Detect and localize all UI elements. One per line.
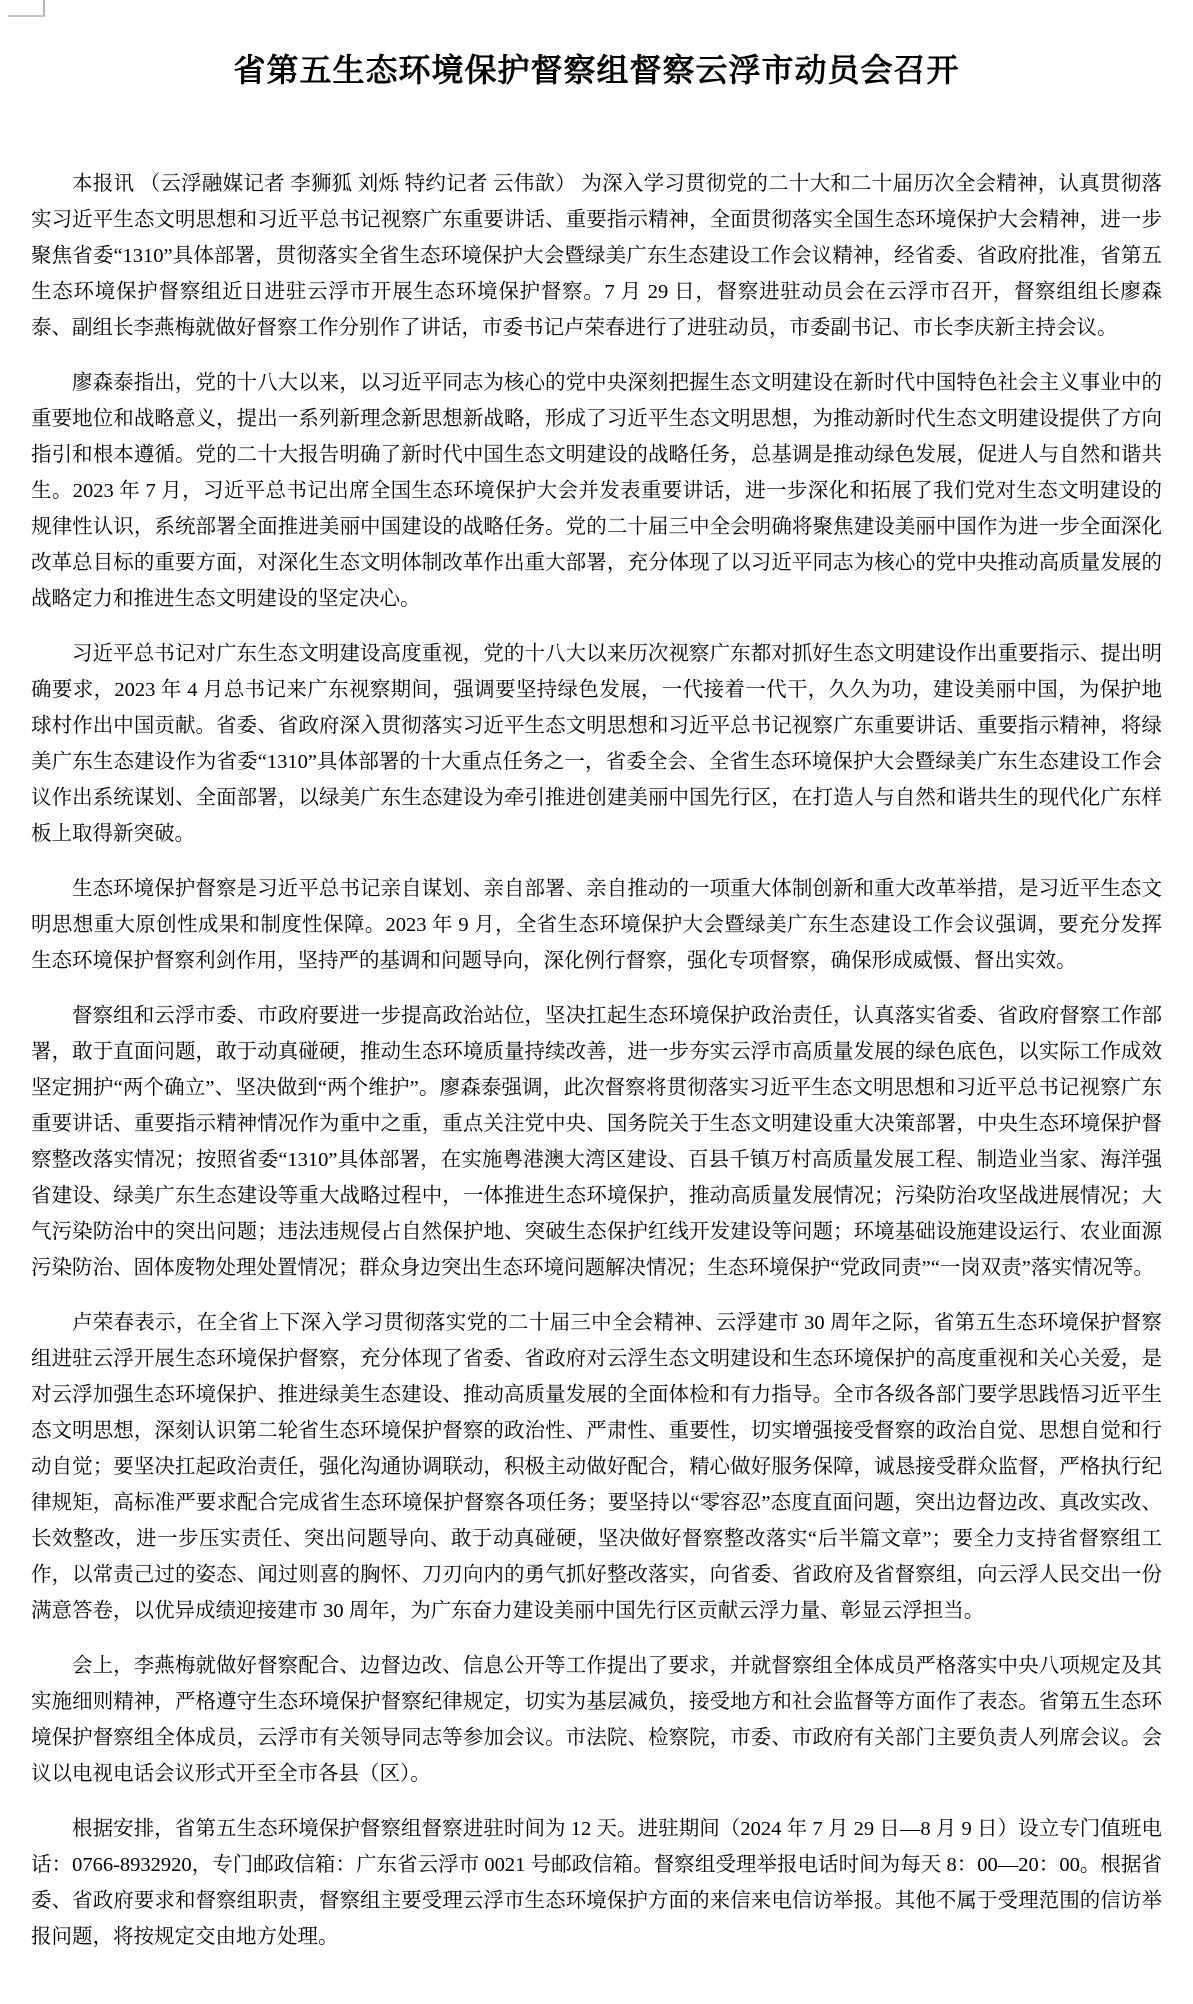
article-paragraph: 习近平总书记对广东生态文明建设高度重视，党的十八大以来历次视察广东都对抓好生态文明建设作出重要指示、提出明确要求，2023 年 4 月总书记来广东视察期间，强调要坚持绿色发展，一代接着一代干，久久为功，建设美丽中国，为保护地球村作出中国贡献。省委、省政府深入贯彻落实习近平生态文明思想和习近平总书记视察广东重要讲话、重要指示精神，将绿美广东生态建设作为省委“1310”具体部署的十大重点任务之一，省委全会、全省生态环境保护大会暨绿美广东生态建设工作会议作出系统谋划、全面部署，以绿美广东生态建设为牵引推进创建美丽中国先行区，在打造人与自然和谐共生的现代化广东样板上取得新突破。 [31, 643, 1162, 845]
article-body [31, 166, 1162, 1955]
corner-box-artifact [8, 0, 45, 17]
article-title: 省第五生态环境保护督察组督察云浮市动员会召开 [233, 51, 960, 89]
article-paragraph: 卢荣春表示，在全省上下深入学习贯彻落实党的二十届三中全会精神、云浮建市 30 周年之际，省第五生态环境保护督察组进驻云浮开展生态环境保护督察，充分体现了省委、省政府对云浮生态文明建设和生态环境保护的高度重视和关心关爱，是对云浮加强生态环境保护、推进绿美生态建设、推动高质量发展的全面体检和有力指导。全市各级各部门要学思践悟习近平生态文明思想，深刻认识第二轮省生态环境保护督察的政治性、严肃性、重要性，切实增强接受督察的政治自觉、思想自觉和行动自觉；要坚决扛起政治责任，强化沟通协调联动，积极主动做好配合，精心做好服务保障，诚恳接受群众监督，严格执行纪律规矩，高标准严要求配合完成省生态环境保护督察各项任务；要坚持以“零容忍”态度直面问题，突出边督边改、真改实改、长效整改，进一步压实责任、突出问题导向、敢于动真碰硬，坚决做好督察整改落实“后半篇文章”；要全力支持省督察组工作，以常责己过的姿态、闻过则喜的胸怀、刀刃向内的勇气抓好整改落实，向省委、省政府及省督察组，向云浮人民交出一份满意答卷，以优异成绩迎接建市 30 周年，为广东奋力建设美丽中国先行区贡献云浮力量、彰显云浮担当。 [31, 1312, 1162, 1622]
article-paragraph: 督察组和云浮市委、市政府要进一步提高政治站位，坚决扛起生态环境保护政治责任，认真落实省委、省政府督察工作部署，敢于直面问题，敢于动真碰硬，推动生态环境质量持续改善，进一步夯实云浮市高质量发展的绿色底色，以实际工作成效坚定拥护“两个确立”、坚决做到“两个维护”。廖森泰强调，此次督察将贯彻落实习近平生态文明思想和习近平总书记视察广东重要讲话、重要指示精神情况作为重中之重，重点关注党中央、国务院关于生态文明建设重大决策部署，中央生态环境保护督察整改落实情况；按照省委“1310”具体部署，在实施粤港澳大湾区建设、百县千镇万村高质量发展工程、制造业当家、海洋强省建设、绿美广东生态建设等重大战略过程中，一体推进生态环境保护，推动高质量发展情况；污染防治攻坚战进展情况；大气污染防治中的突出问题；违法违规侵占自然保护地、突破生态保护红线开发建设等问题；环境基础设施建设运行、农业面源污染防治、固体废物处理处置情况；群众身边突出生态环境问题解决情况；生态环境保护“党政同责”“一岗双责”落实情况等。 [31, 1005, 1162, 1279]
article-paragraph: 根据安排，省第五生态环境保护督察组督察进驻时间为 12 天。进驻期间（2024 年 7 月 29 日—8 月 9 日）设立专门值班电话：0766-8932920，专门邮政信箱：广东省云浮市 0021 号邮政信箱。督察组受理举报电话时间为每天 8：00—20：00。根据省委、省政府要求和督察组职责，督察组主要受理云浮市生态环境保护方面的来信来电信访举报。其他不属于受理范围的信访举报问题，将按规定交由地方处理。 [31, 1818, 1162, 1948]
article-paragraph: 本报讯 （云浮融媒记者 李狮狐 刘烁 特约记者 云伟歆） 为深入学习贯彻党的二十大和二十届历次全会精神，认真贯彻落实习近平生态文明思想和习近平总书记视察广东重要讲话、重要指示精神，全面贯彻落实全国生态环境保护大会精神，进一步聚焦省委“1310”具体部署，贯彻落实全省生态环境保护大会暨绿美广东生态建设工作会议精神，经省委、省政府批准，省第五生态环境保护督察组近日进驻云浮市开展生态环境保护督察。7 月 29 日，督察进驻动员会在云浮市召开，督察组组长廖森泰、副组长李燕梅就做好督察工作分别作了讲话，市委书记卢荣春进行了进驻动员，市委副书记、市长李庆新主持会议。 [31, 173, 1162, 339]
article-paragraph: 生态环境保护督察是习近平总书记亲自谋划、亲自部署、亲自推动的一项重大体制创新和重大改革举措，是习近平生态文明思想重大原创性成果和制度性保障。2023 年 9 月，全省生态环境保护大会暨绿美广东生态建设工作会议强调，要充分发挥生态环境保护督察利剑作用，坚持严的基调和问题导向，深化例行督察，强化专项督察，确保形成威慑、督出实效。 [31, 878, 1162, 972]
article-paragraph: 廖森泰指出，党的十八大以来，以习近平同志为核心的党中央深刻把握生态文明建设在新时代中国特色社会主义事业中的重要地位和战略意义，提出一系列新理念新思想新战略，形成了习近平生态文明思想，为推动新时代生态文明建设提供了方向指引和根本遵循。党的二十大报告明确了新时代中国生态文明建设的战略任务，总基调是推动绿色发展，促进人与自然和谐共生。2023 年 7 月，习近平总书记出席全国生态环境保护大会并发表重要讲话，进一步深化和拓展了我们党对生态文明建设的规律性认识，系统部署全面推进美丽中国建设的战略任务。党的二十届三中全会明确将聚焦建设美丽中国作为进一步全面深化改革总目标的重要方面，对深化生态文明体制改革作出重大部署，充分体现了以习近平同志为核心的党中央推动高质量发展的战略定力和推进生态文明建设的坚定决心。 [31, 372, 1162, 610]
article-paragraph: 会上，李燕梅就做好督察配合、边督边改、信息公开等工作提出了要求，并就督察组全体成员严格落实中央八项规定及其实施细则精神，严格遵守生态环境保护督察纪律规定，切实为基层减负，接受地方和社会监督等方面作了表态。省第五生态环境保护督察组全体成员，云浮市有关领导同志等参加会议。市法院、检察院，市委、市政府有关部门主要负责人列席会议。会议以电视电话会议形式开至全市各县（区）。 [31, 1655, 1162, 1785]
